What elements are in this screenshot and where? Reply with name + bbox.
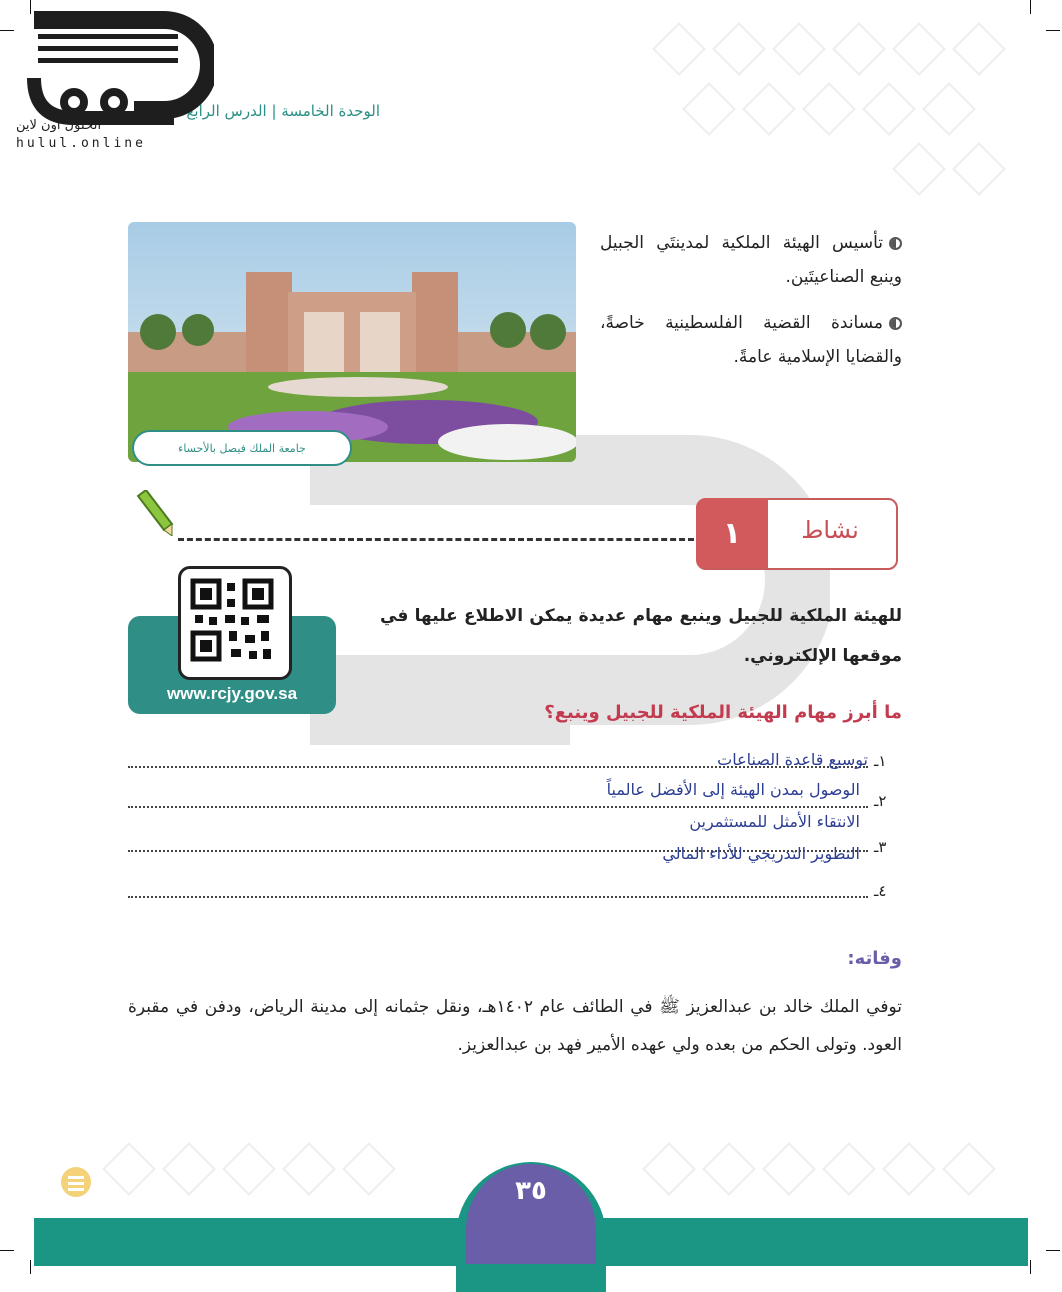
section-title: وفاته: [847,948,902,969]
answer-number: ٣ـ [874,838,887,856]
crop-mark [1030,1260,1031,1274]
logo-latin: hulul.online [16,136,146,151]
bullet-icon [889,317,902,330]
answer-line-2 [128,806,868,808]
answer-text[interactable]: توسيع قاعدة الصناعات [717,750,868,769]
university-photo [128,222,576,462]
pencil-icon [134,490,174,536]
crop-mark [30,1260,31,1274]
answer-number: ١ـ [874,752,887,770]
university-illustration [128,222,576,462]
qr-code-icon[interactable] [178,566,292,680]
crop-mark [1046,30,1060,31]
crop-mark [1030,0,1031,14]
crop-mark [0,30,14,31]
answer-line-4 [128,896,868,898]
activity-number: ١ [696,498,768,568]
answer-text[interactable]: الانتقاء الأمثل للمستثمرين [689,812,860,831]
section-paragraph: توفي الملك خالد بن عبدالعزيز ﷺ في الطائف عام ١٤٠٢هـ، ونقل جثمانه إلى مدينة الرياض، ودفن في مقبرة العود. وتولى الحكم من بعده ولي عهده الأمير فهد بن عبدالعزيز. [128,997,902,1055]
site-logo[interactable] [14,6,214,156]
answer-text[interactable]: الوصول بمدن الهيئة إلى الأفضل عالمياً [606,780,860,799]
activity-intro: للهيئة الملكية للجبيل وينبع مهام عديدة يمكن الاطلاع عليها في موقعها الإلكتروني. [380,606,902,666]
bullet-icon [889,237,902,250]
logo-icon [14,6,214,156]
activity-dashed-line [178,538,694,541]
photo-caption: جامعة الملك فيصل بالأحساء [132,430,352,466]
list-item: مساندة القضية الفلسطينية خاصةً، والقضايا الإسلامية عامةً. [600,313,902,367]
page-number: ٣٥ [515,1176,547,1206]
bullet-list [600,226,902,386]
answer-number: ٢ـ [874,792,887,810]
side-logo-icon [58,1160,94,1200]
activity-label: نشاط [801,516,859,544]
logo-subtitle: الحلول اون لاين [16,118,102,133]
crop-mark [1046,1250,1060,1251]
activity-question: ما أبرز مهام الهيئة الملكية للجبيل وينبع؟ [544,702,902,723]
answer-text[interactable]: التطوير التدريجي للأداء المالي [662,844,860,863]
crop-mark [0,1250,14,1251]
answer-number: ٤ـ [874,882,887,900]
list-item: تأسيس الهيئة الملكية لمدينتَي الجبيل وينبع الصناعيتَين. [600,233,902,287]
website-url-link[interactable]: www.rcjy.gov.sa [166,684,298,703]
unit-breadcrumb: الوحدة الخامسة | الدرس الرابع [186,102,380,120]
